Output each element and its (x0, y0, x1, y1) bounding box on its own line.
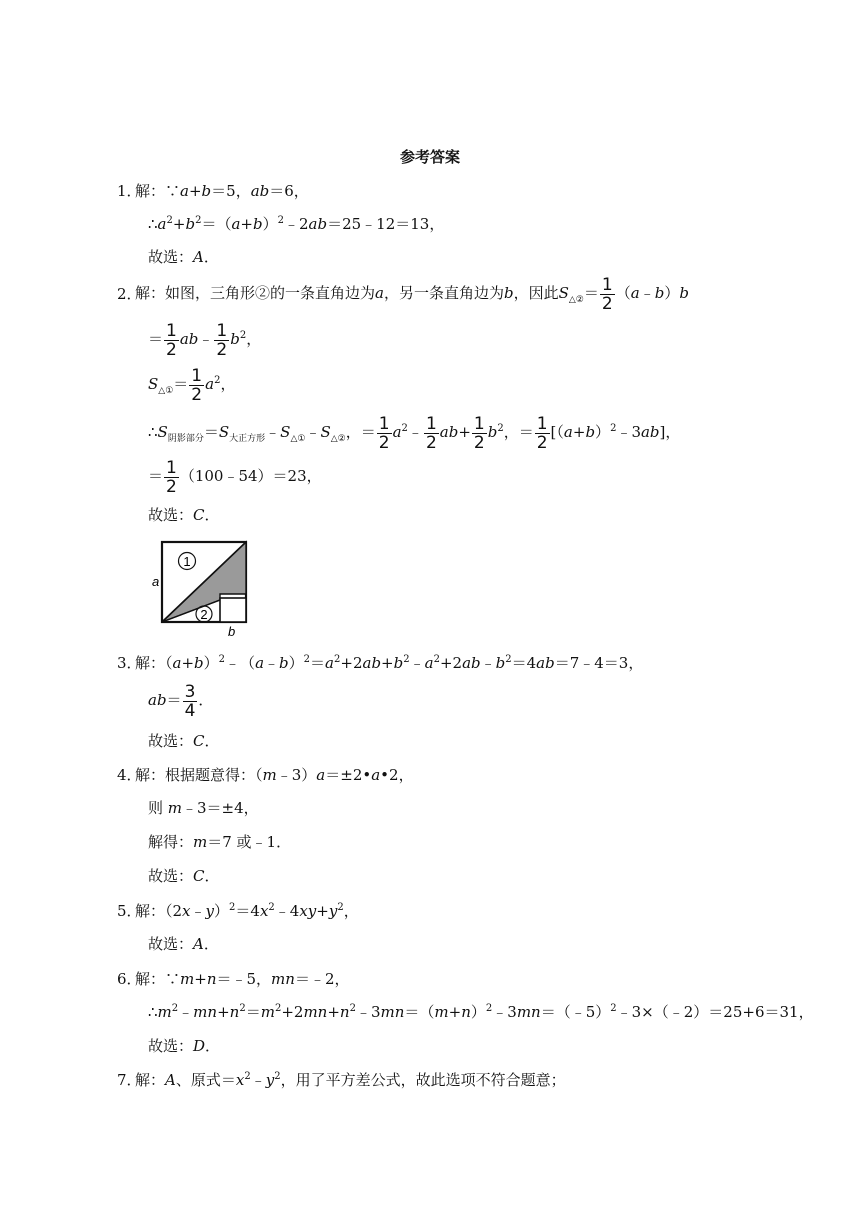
label-2: 2 (200, 607, 208, 622)
item-1-line-1: 解：∵a+b＝5，ab＝6， (135, 182, 309, 200)
fraction: $\frac{1}{2}$ (536, 413, 548, 453)
fraction: $\frac{1}{2}$ (216, 320, 228, 360)
item-number: 5． (117, 902, 142, 920)
item-3-line-1: 解：$(a+b)^2﹣(a﹣b)^2=a^2+2ab+b^2﹣a^2+2ab﹣b^2=4ab=7﹣4=3$， (135, 654, 644, 672)
item-1-line-2: $\therefore a^2+b^2=(a+b)^2﹣2ab=25﹣12=13$， (148, 215, 445, 233)
item-2-line-2: ＝ $\frac{1}{2}$ ab﹣ $\frac{1}{2}$ $b^2$， (148, 320, 262, 360)
fraction: $\frac{1}{2}$ (425, 413, 437, 453)
item-6-line-3: 故选：D． (148, 1037, 221, 1055)
item-5-line-2: 故选：A． (148, 935, 219, 953)
item-2-line-4: $\therefore S_{阴影部分}=S_{大正方形}﹣S_{\triangle ①}﹣S_{\triangle ②}$，＝ $\frac{1}{2}$ $a^2﹣$ $\frac{1}{2}$ ab+ $\frac{1}{2}$ $b^2$，＝ $\frac{1}{2}$ $[(a+b)^2﹣3ab]$， (148, 413, 681, 453)
fraction: $\frac{1}{2}$ (166, 457, 177, 497)
item-1-line-3: 故选：A． (148, 248, 219, 266)
fraction: $\frac{1}{2}$ (166, 320, 177, 360)
fraction: $\frac{1}{2}$ (601, 274, 613, 314)
geometry-figure (150, 540, 260, 640)
item-number: 6． (117, 970, 142, 988)
item-2-line-6: 故选：C． (148, 506, 220, 524)
item-6-line-1: 解：∵m+n＝﹣5，mn＝﹣2， (135, 970, 350, 988)
item-number: 1． (117, 182, 142, 200)
page-title: 参考答案 (399, 148, 460, 166)
item-3-line-3: 故选：C． (148, 732, 220, 750)
item-4-line-3: 解得：m＝7 或﹣1． (148, 833, 292, 851)
item-number: 7． (117, 1071, 142, 1089)
item-number: 4． (117, 766, 142, 784)
item-2-line-1: 解：如图，三角形②的一条直角边为a，另一条直角边为b，因此$S_{\triangle ②}=$ $\frac{1}{2}$ （a﹣b）b (135, 274, 689, 314)
item-5-line-1: 解：$(2x﹣y)^2=4x^2﹣4xy+y^2$， (135, 902, 359, 920)
fraction: $\frac{1}{2}$ (378, 413, 390, 453)
item-6-line-2: $\therefore m^2﹣mn+n^2=m^2+2mn+n^2﹣3mn=(m+n)^2﹣3mn=(﹣5)^2﹣3\times(﹣2)=25+6=31$， (148, 1003, 814, 1021)
item-7-line-1: 解：A、原式$=x^2﹣y^2$，用了平方差公式，故此选项不符合题意； (135, 1071, 566, 1089)
item-4-line-1: 解：根据题意得：（m﹣3）a＝±2•a•2， (135, 766, 414, 784)
item-2-line-5: ＝ $\frac{1}{2}$ （100﹣54）＝23， (148, 457, 322, 497)
item-3-line-2: ab＝ $\frac{3}{4}$ ． (148, 681, 214, 721)
label-a: a (152, 574, 160, 589)
fraction: $\frac{3}{4}$ (184, 681, 196, 721)
label-b: b (228, 624, 236, 639)
item-number: 3． (117, 654, 142, 672)
small-square (220, 598, 246, 622)
item-4-line-2: 则 m﹣3＝±4， (148, 799, 259, 817)
item-2-line-3: $S_{\triangle ①}=$ $\frac{1}{2}$ $a^2$， (148, 365, 236, 405)
label-1: 1 (183, 554, 191, 569)
item-number: 2． (117, 285, 142, 303)
fraction: $\frac{1}{2}$ (473, 413, 485, 453)
fraction: $\frac{1}{2}$ (191, 365, 203, 405)
item-4-line-4: 故选：C． (148, 867, 220, 885)
